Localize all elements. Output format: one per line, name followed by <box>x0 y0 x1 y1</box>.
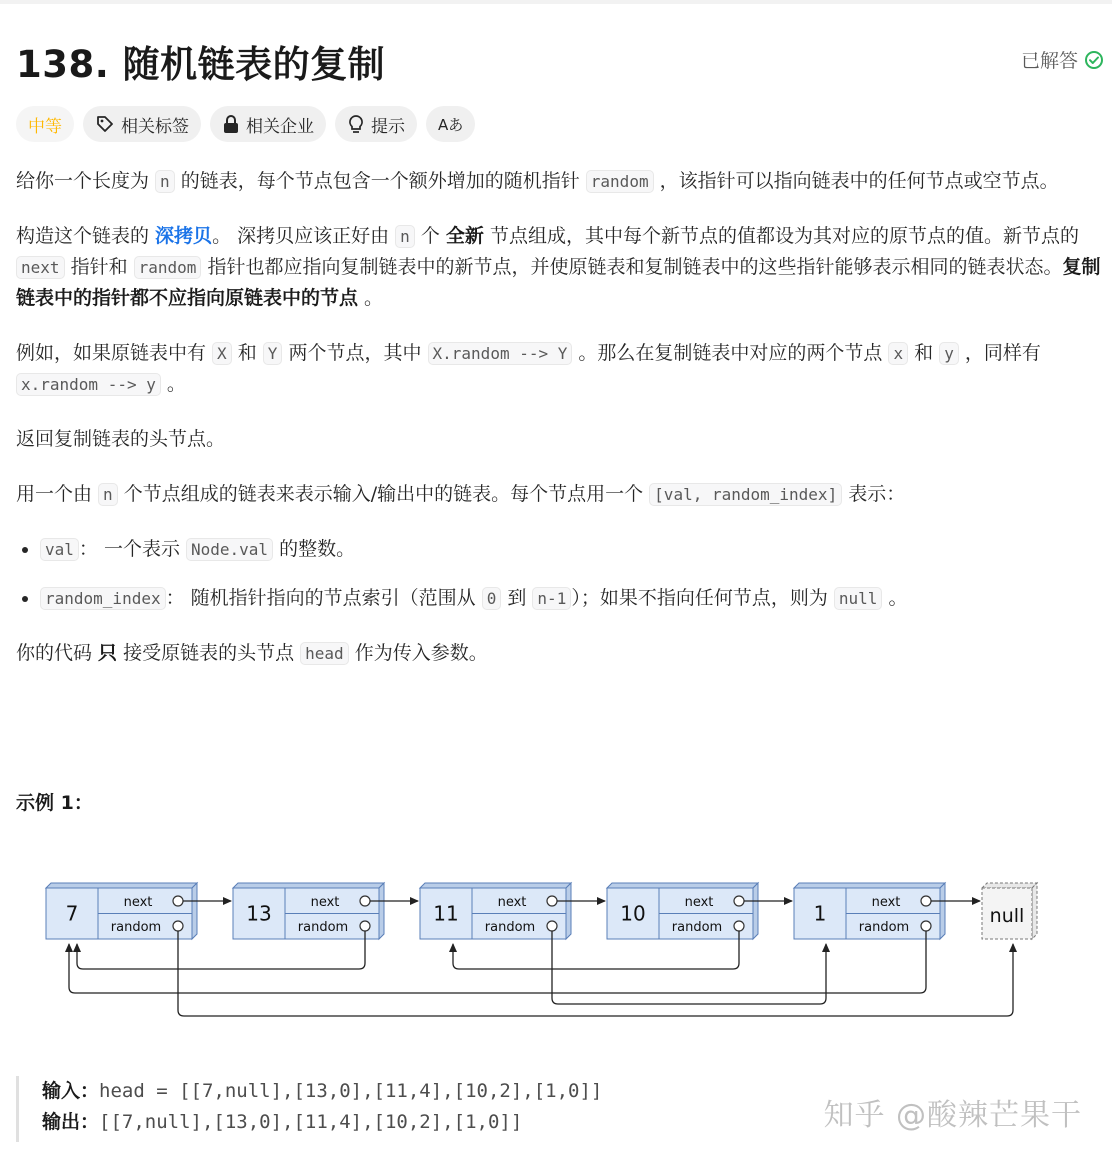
next-label: next <box>497 895 527 910</box>
format-list <box>16 534 1106 614</box>
deep-copy-link[interactable]: 深拷贝 <box>155 225 213 247</box>
top-border <box>0 0 1112 4</box>
list-node <box>794 883 945 939</box>
null-node <box>982 883 1037 939</box>
next-label: next <box>871 895 901 910</box>
node-value: 10 <box>620 901 646 926</box>
next-label: next <box>310 895 340 910</box>
input-value: head = [[7,null],[13,0],[11,4],[10,2],[1,0]] <box>99 1080 603 1102</box>
inline-code: random_index <box>40 587 166 610</box>
random-pointer-dot <box>547 921 557 931</box>
inline-code: null <box>834 587 883 610</box>
next-pointer-dot <box>921 896 931 906</box>
lock-icon <box>222 114 240 134</box>
inline-code: next <box>16 256 65 279</box>
next-pointer-dot <box>734 896 744 906</box>
output-label: 输出： <box>42 1111 100 1133</box>
linked-list-diagram <box>40 878 1050 1032</box>
related-companies-label: 相关企业 <box>246 116 314 137</box>
list-node <box>233 883 384 939</box>
random-label: random <box>484 920 536 935</box>
next-label: next <box>684 895 714 910</box>
random-label: random <box>297 920 349 935</box>
inline-code: random <box>586 170 654 193</box>
tag-icon <box>95 114 115 134</box>
inline-code: head <box>300 642 349 665</box>
inline-code: n <box>395 225 415 248</box>
hint-label: 提示 <box>371 116 405 137</box>
inline-code: x <box>888 342 908 365</box>
input-label: 输入： <box>42 1080 100 1102</box>
solved-status[interactable] <box>1021 46 1104 73</box>
desc-paragraph-2: 构造这个链表的 深拷贝。 深拷贝应该正好由 n 个 全新 节点组成，其中每个新节点的值都设为其对应的原节点的值。新节点的 next 指针和 random 指针也都应指向复制链表中的新节点，并使原链表和复制链表中的这些指针能够表示相同的链表状态。复制链表中的指针都不应指向原链表中的节点 。 <box>16 225 1101 309</box>
list-item: • val ： 一个表示 Node.val 的整数。 <box>40 534 1106 565</box>
list-node <box>420 883 571 939</box>
page-title: 138. 随机链表的复制 <box>16 43 386 86</box>
problem-description <box>16 166 1106 669</box>
translate-button[interactable] <box>426 106 475 142</box>
inline-code: 0 <box>482 587 502 610</box>
translate-icon: Aあ <box>438 115 464 134</box>
difficulty-badge[interactable] <box>16 106 74 142</box>
node-value: 1 <box>813 901 827 926</box>
desc-paragraph-6: 你的代码 只 接受原链表的头节点 head 作为传入参数。 <box>16 642 488 664</box>
next-label: next <box>123 895 153 910</box>
random-pointer-dot <box>921 921 931 931</box>
node-value: 13 <box>246 901 272 926</box>
check-circle-icon <box>1084 50 1104 70</box>
random-pointer-dot <box>734 921 744 931</box>
difficulty-label: 中等 <box>28 116 62 137</box>
example-io <box>16 1076 602 1142</box>
random-label: random <box>858 920 910 935</box>
random-arrow <box>69 931 926 993</box>
inline-code: [val, random_index] <box>649 483 842 506</box>
node-value: 7 <box>65 901 79 926</box>
watermark: 知乎 @酸辣芒果干 <box>823 1098 1082 1133</box>
random-pointer-dot <box>173 921 183 931</box>
desc-paragraph-3: 例如，如果原链表中有 X 和 Y 两个节点，其中 X.random --> Y 。那么在复制链表中对应的两个节点 x 和 y ，同样有 x.random --> y 。 <box>16 342 1041 395</box>
output-line <box>42 1107 602 1138</box>
tag-bar <box>16 106 475 142</box>
list-node <box>607 883 758 939</box>
related-companies-button[interactable] <box>210 106 326 142</box>
next-pointer-dot <box>547 896 557 906</box>
list-node <box>46 883 197 939</box>
inline-code: Y <box>263 342 283 365</box>
next-pointer-dot <box>173 896 183 906</box>
list-item: • random_index ： 随机指针指向的节点索引（范围从 0 到 n-1 ）；如果不指向任何节点，则为 null 。 <box>40 583 1106 614</box>
desc-paragraph-1: 给你一个长度为 n 的链表，每个节点包含一个额外增加的随机指针 random ，该指针可以指向链表中的任何节点或空节点。 <box>16 170 1059 192</box>
inline-code: X.random --> Y <box>428 342 573 365</box>
output-value: [[7,null],[13,0],[11,4],[10,2],[1,0]] <box>99 1111 523 1133</box>
node-value: 11 <box>433 901 459 926</box>
inline-code: val <box>40 538 79 561</box>
random-pointer-dot <box>360 921 370 931</box>
desc-paragraph-5: 用一个由 n 个节点组成的链表来表示输入/输出中的链表。每个节点用一个 [val, random_index] 表示： <box>16 483 906 505</box>
inline-code: n <box>155 170 175 193</box>
diagram-svg <box>40 878 1050 1028</box>
solved-status-label: 已解答 <box>1020 50 1078 72</box>
related-tags-label: 相关标签 <box>121 116 189 137</box>
random-arrow <box>178 931 1013 1016</box>
random-label: random <box>671 920 723 935</box>
inline-code: random <box>134 256 202 279</box>
inline-code: n-1 <box>532 587 571 610</box>
inline-code: n <box>98 483 118 506</box>
null-label: null <box>989 905 1025 927</box>
next-pointer-dot <box>360 896 370 906</box>
inline-code: y <box>939 342 959 365</box>
lightbulb-icon <box>347 114 365 134</box>
inline-code: X <box>212 342 232 365</box>
random-label: random <box>110 920 162 935</box>
example-title: 示例 1： <box>16 792 93 814</box>
inline-code: x.random --> y <box>16 373 161 396</box>
related-tags-button[interactable] <box>83 106 201 142</box>
hint-button[interactable] <box>335 106 417 142</box>
inline-code: Node.val <box>186 538 273 561</box>
input-line <box>42 1076 602 1107</box>
desc-paragraph-4: 返回复制链表的头节点。 <box>16 428 226 450</box>
